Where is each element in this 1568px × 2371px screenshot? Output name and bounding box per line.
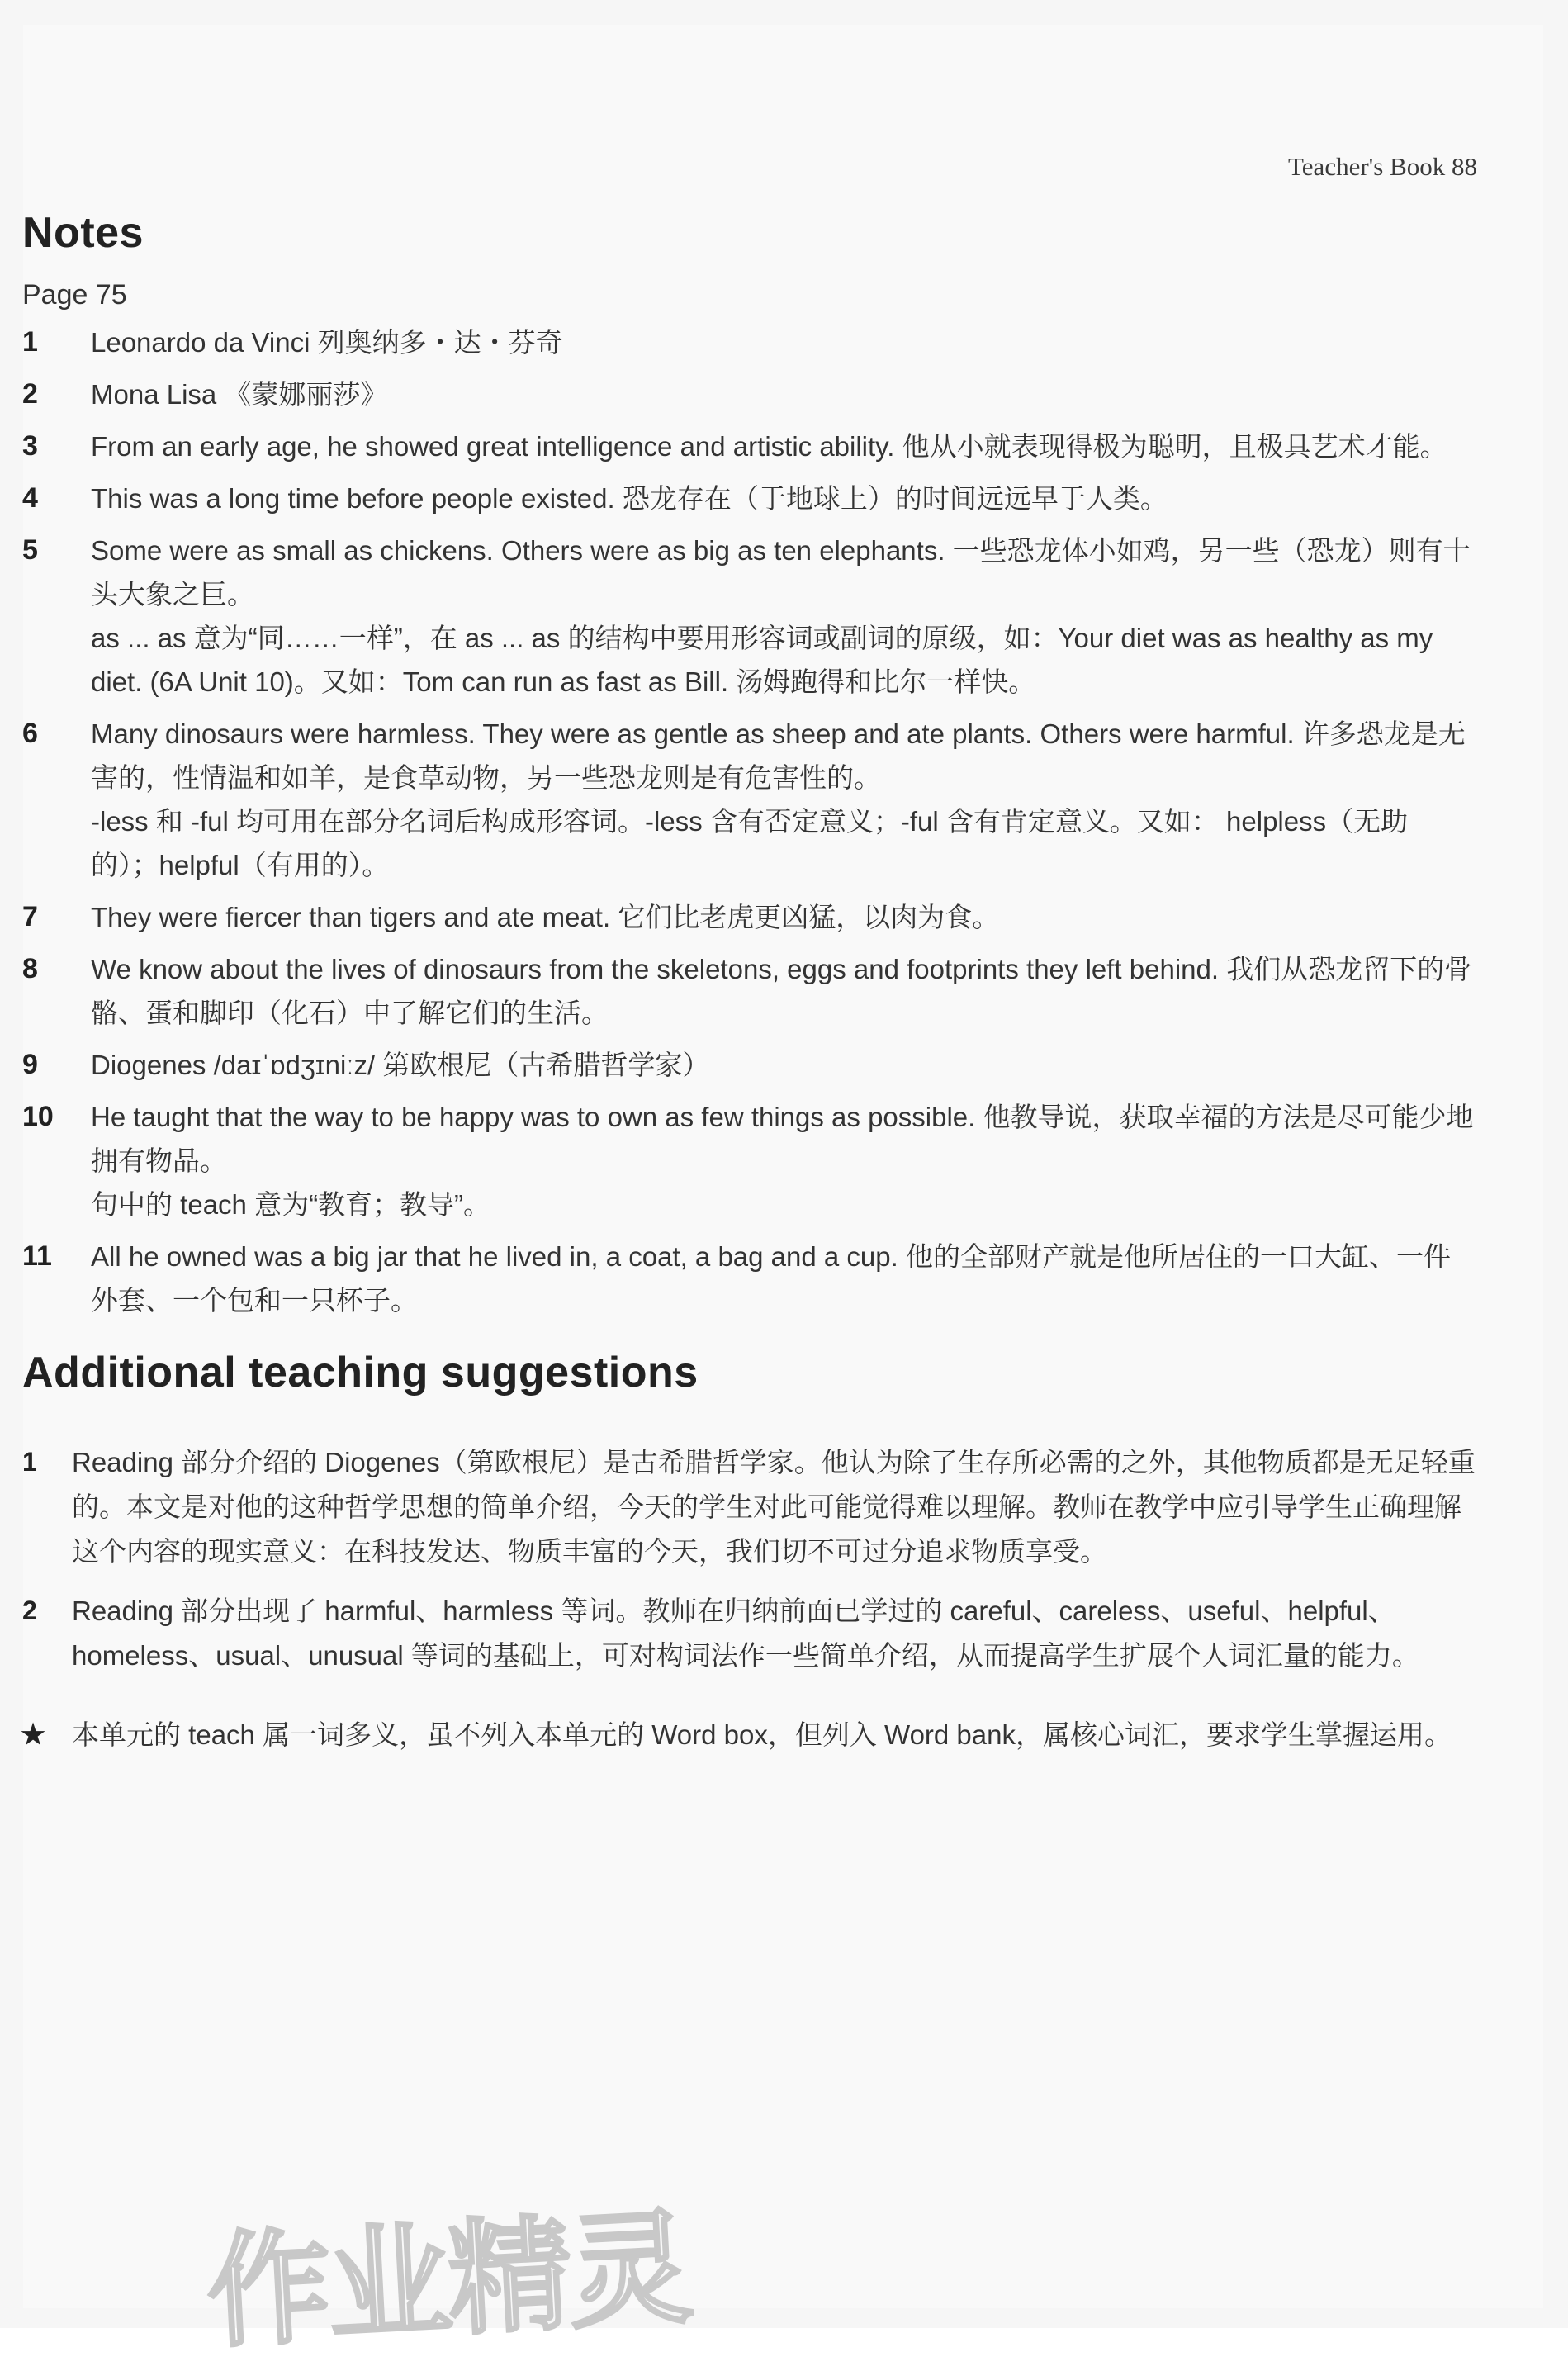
- note-text: He taught that the way to be happy was to own as few things as possible. 他教导说，获取幸福的方法是尽可能少地拥有物品。: [91, 1102, 1474, 1176]
- note-number: 4: [22, 482, 38, 514]
- note-number: 10: [22, 1101, 54, 1132]
- suggestion-text: Reading 部分出现了 harmful、harmless 等词。教师在归纳前面已学过的 careful、careless、useful、helpful、homeless、usual、unusual 等词的基础上，可对构词法作一些简单介绍，从而提高学生扩展个人词汇量的能力。: [72, 1596, 1419, 1671]
- suggestion-item: [22, 1589, 1476, 1678]
- note-text: From an early age, he showed great intelligence and artistic ability. 他从小就表现得极为聪明，且极具艺术才能。: [91, 431, 1447, 462]
- note-text: This was a long time before people existed. 恐龙存在（于地球上）的时间远远早于人类。: [91, 483, 1168, 514]
- note-text: Leonardo da Vinci 列奥纳多・达・芬奇: [91, 327, 563, 358]
- note-number: 5: [22, 534, 38, 566]
- note-text: Diogenes /daɪˈɒdʒɪniːz/ 第欧根尼（古希腊哲学家）: [91, 1050, 710, 1080]
- note-number: 11: [22, 1240, 52, 1272]
- note-text: We know about the lives of dinosaurs from the skeletons, eggs and footprints they left behind. 我们从恐龙留下的骨骼、蛋和脚印（化石）中了解它们的生活。: [91, 954, 1472, 1028]
- note-item: [22, 320, 1476, 364]
- note-explanation: -less 和 -ful 均可用在部分名词后构成形容词。-less 含有否定意义；-ful 含有肯定意义。又如： helpless（无助的）；helpful（有用的）。: [91, 806, 1409, 880]
- note-explanation: 句中的 teach 意为“教育；教导”。: [91, 1189, 491, 1220]
- note-item: [22, 424, 1476, 468]
- suggestion-number: 1: [22, 1447, 37, 1477]
- note-text: All he owned was a big jar that he lived in, a coat, a bag and a cup. 他的全部财产就是他所居住的一口大缸、一件外套、一个包和一只杯子。: [91, 1241, 1451, 1316]
- note-item: [22, 1235, 1476, 1322]
- note-number: 7: [22, 901, 38, 932]
- note-text: They were fiercer than tigers and ate meat. 它们比老虎更凶猛，以肉为食。: [91, 902, 1000, 932]
- star-icon: ★: [19, 1718, 48, 1752]
- page-label: Page 75: [22, 279, 127, 311]
- note-item: [22, 529, 1476, 704]
- notes-heading: Notes: [22, 209, 144, 257]
- note-number: 8: [22, 953, 38, 984]
- note-number: 1: [22, 326, 38, 358]
- note-text: Some were as small as chickens. Others were as big as ten elephants. 一些恐龙体小如鸡，另一些（恐龙）则有十头大象之巨。: [91, 535, 1471, 609]
- additional-suggestions-heading: Additional teaching suggestions: [22, 1349, 699, 1397]
- note-item: [22, 477, 1476, 520]
- note-number: 9: [22, 1049, 38, 1080]
- note-item: [22, 372, 1476, 416]
- note-item: [22, 1095, 1476, 1226]
- note-item: [22, 895, 1476, 939]
- suggestion-item: [22, 1440, 1476, 1574]
- note-number: 3: [22, 430, 38, 462]
- note-text: Many dinosaurs were harmless. They were as gentle as sheep and ate plants. Others were harmful. 许多恐龙是无害的，性情温和如羊，是食草动物，另一些恐龙则是有危害性的。: [91, 718, 1466, 793]
- note-number: 6: [22, 718, 38, 749]
- note-item: [22, 947, 1476, 1035]
- star-note: [19, 1713, 1476, 1757]
- star-note-text: 本单元的 teach 属一词多义，虽不列入本单元的 Word box，但列入 Word bank，属核心词汇，要求学生掌握运用。: [72, 1719, 1452, 1750]
- book-reference: Teacher's Book 88: [1288, 152, 1477, 181]
- note-item: [22, 712, 1476, 887]
- note-explanation: as ... as 意为“同……一样”，在 as ... as 的结构中要用形容词或副词的原级，如：Your diet was as healthy as my diet. (6A Unit 10)。又如：Tom can run as fast as Bill. 汤姆跑得和比尔一样快。: [91, 623, 1433, 697]
- suggestion-number: 2: [22, 1596, 37, 1625]
- additional-suggestions-list: [19, 1440, 1476, 1757]
- watermark: 作业精灵: [203, 2196, 693, 2366]
- note-text: Mona Lisa 《蒙娜丽莎》: [91, 379, 388, 410]
- note-number: 2: [22, 378, 38, 410]
- suggestion-text: Reading 部分介绍的 Diogenes（第欧根尼）是古希腊哲学家。他认为除了生存所必需的之外，其他物质都是无足轻重的。本文是对他的这种哲学思想的简单介绍，今天的学生对此可能觉得难以理解。教师在教学中应引导学生正确理解这个内容的现实意义：在科技发达、物质丰富的今天，我们切不可过分追求物质享受。: [72, 1447, 1476, 1567]
- notes-list: [22, 320, 1476, 1330]
- note-item: [22, 1043, 1476, 1087]
